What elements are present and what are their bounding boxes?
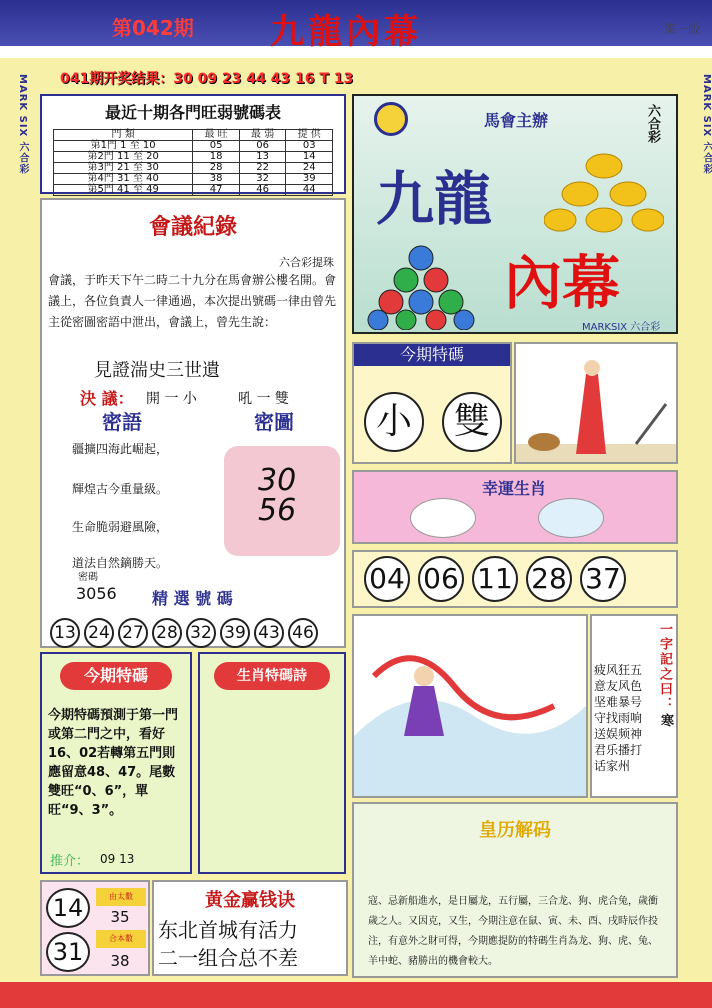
header <box>0 0 712 58</box>
forecast-box <box>40 652 192 874</box>
table-header: 最 旺 <box>193 130 240 141</box>
lucky-zodiac-box <box>352 470 678 544</box>
almanac-box <box>352 802 678 978</box>
meeting-source: 六合彩提珠 <box>279 256 334 269</box>
forecast-text: 今期特碼預測于第一門或第二門之中，看好16、02若轉第五門則應留意48、47。尾數雙旺“0、6”，單旺“9、3”。 <box>48 708 179 818</box>
poem-heading: 生肖特碼詩 <box>214 662 330 690</box>
forecast-heading: 今期特碼 <box>60 662 172 690</box>
bottom-label-2: 合本數 <box>96 930 146 948</box>
yizi-heading: 一字記之曰： <box>657 622 672 712</box>
number-ball: 27 <box>118 618 148 648</box>
decision-label: 決 議： <box>80 389 134 408</box>
table-row: 第5門 41 至 49 47 46 44 <box>54 185 333 196</box>
golden-formula-box <box>152 880 348 976</box>
yizi-line: 意友风色 <box>594 679 643 693</box>
yizi-line: 疲风狂五 <box>594 663 643 677</box>
table-row: 第4門 31 至 40 38 32 39 <box>54 174 333 185</box>
left-side-strip: MARK SIX 六合彩 <box>17 74 28 175</box>
right-side-strip: MARK SIX 六合彩 <box>701 74 712 175</box>
number-ball: 24 <box>84 618 114 648</box>
yizi-line: 送娱频神 <box>594 727 643 741</box>
selected-numbers <box>50 618 342 648</box>
hot-cold-table-box <box>40 94 346 194</box>
zodiac-poem-box <box>198 652 346 874</box>
tui-value: 09 13 <box>100 852 135 866</box>
table-row: 第1門 1 至 10 05 06 03 <box>54 141 333 152</box>
secret-picture-digits: 30 56 <box>258 463 297 528</box>
issue-number: 第042期 <box>112 16 194 40</box>
jockey-club-icon <box>374 102 408 136</box>
edition-label: 第一版 <box>663 22 700 36</box>
decision-b: 吼 一 雙 <box>238 391 289 407</box>
bottom-number-1: 14 <box>46 888 90 928</box>
special-code-box <box>352 342 512 464</box>
draw-result: 041期开奖结果：30 09 23 44 43 16 T 13 <box>60 71 354 87</box>
meeting-heading: 會議紀錄 <box>148 215 237 240</box>
logo-title-2: 內幕 <box>504 249 621 317</box>
number-ball: 43 <box>254 618 284 648</box>
poem-line: 疆擴四海此崛起， <box>72 442 169 456</box>
poem-line: 輝煌古今重量級。 <box>72 482 169 496</box>
poem-line: 生命脆弱避風險， <box>72 520 169 534</box>
logo-footer: MARKSIX 六合彩 <box>582 322 661 333</box>
page-title: 九龍內幕 <box>270 12 422 52</box>
yizi-line: 守找雨响 <box>594 711 643 725</box>
meeting-quote: 見證湍史三世遺 <box>94 360 220 381</box>
big-number-ball: 06 <box>418 556 464 602</box>
scholar-figure-icon <box>516 344 676 462</box>
number-ball: 39 <box>220 618 250 648</box>
bottom-value-2: 38 <box>110 952 130 970</box>
number-ball: 13 <box>50 618 80 648</box>
lucky-heading: 幸運生肖 <box>481 479 546 498</box>
bottom-number-2: 31 <box>46 932 90 972</box>
mima-value: 3056 <box>76 584 117 603</box>
meeting-record-box <box>40 198 346 648</box>
formula-line-2: 二一组合总不差 <box>158 946 298 970</box>
number-ball: 32 <box>186 618 216 648</box>
jingxuan-label: 精 選 號 碼 <box>152 589 233 608</box>
formula-line-1: 东北首城有活力 <box>158 918 298 942</box>
special-heading: 今期特碼 <box>354 344 510 366</box>
formula-heading: 黄金赢钱诀 <box>205 890 295 911</box>
meeting-body: 會議，于昨天下午二時二十九分在馬會辦公樓名開。會議上，各位負責人一律通過，本次提出號碼一律由曾先主從密圖密語中泄出，會議上，曾先生說： <box>48 273 337 329</box>
yizi-word: 寒 <box>660 714 674 729</box>
table-header: 最 弱 <box>239 130 286 141</box>
table-header: 門 類 <box>54 130 193 141</box>
decision-a: 開 一 小 <box>146 391 197 407</box>
yizi-line: 君乐播打 <box>594 743 643 757</box>
almanac-heading: 皇历解码 <box>479 820 551 841</box>
big-numbers-row <box>360 556 630 602</box>
miyu-label: 密語 <box>102 410 142 434</box>
host-label: 馬會主辦 <box>484 111 549 130</box>
bottom-value-1: 35 <box>110 908 130 926</box>
table-title: 最近十期各門旺弱號碼表 <box>104 103 281 122</box>
big-number-ball: 04 <box>364 556 410 602</box>
bottom-label-1: 由太數 <box>96 888 146 906</box>
big-number-ball: 37 <box>580 556 626 602</box>
big-numbers-box <box>352 550 678 608</box>
tiger-icon <box>538 498 604 538</box>
table-row: 第3門 21 至 30 28 22 24 <box>54 163 333 174</box>
almanac-text: 寇、忌新船進水，是日屬龙，五行屬，三合龙、狗、虎合兔，歲衝歲之人。又因克，又生，今期注意在鼠、寅、未、酉、戌時辰作投注，有意外之財可得，今期應提防的特碼生肖為龙、狗、虎、兔、羊中蛇、豬勝出的機會較大。 <box>368 896 658 967</box>
number-ball: 46 <box>288 618 318 648</box>
mitu-label: 密圖 <box>254 410 294 434</box>
bottom-numbers-box <box>40 880 150 976</box>
gold-ingots-icon <box>544 146 664 236</box>
yizi-line: 话家州 <box>594 759 631 773</box>
lottery-balls-icon <box>366 244 476 330</box>
mima-label: 密碼 <box>78 572 98 583</box>
hot-cold-table <box>53 129 333 196</box>
liuhecai-label: 六合彩 <box>645 104 660 143</box>
big-number-ball: 28 <box>526 556 572 602</box>
number-ball: 28 <box>152 618 182 648</box>
yizi-line: 坚难暴号 <box>594 695 643 709</box>
special-even: 雙 <box>442 392 502 452</box>
ancient-scholar-illustration <box>514 342 678 464</box>
big-number-ball: 11 <box>472 556 518 602</box>
secret-picture <box>224 446 340 556</box>
tui-label: 推介： <box>50 854 90 869</box>
logo-box <box>352 94 678 334</box>
poem-line: 道法自然鏑勝天。 <box>72 556 169 570</box>
dragon-icon <box>410 498 476 538</box>
footer-bar <box>0 982 712 1008</box>
table-row: 第2門 11 至 20 18 13 14 <box>54 152 333 163</box>
logo-title-1: 九龍 <box>376 165 493 233</box>
special-small: 小 <box>364 392 424 452</box>
table-header: 提 供 <box>286 130 333 141</box>
